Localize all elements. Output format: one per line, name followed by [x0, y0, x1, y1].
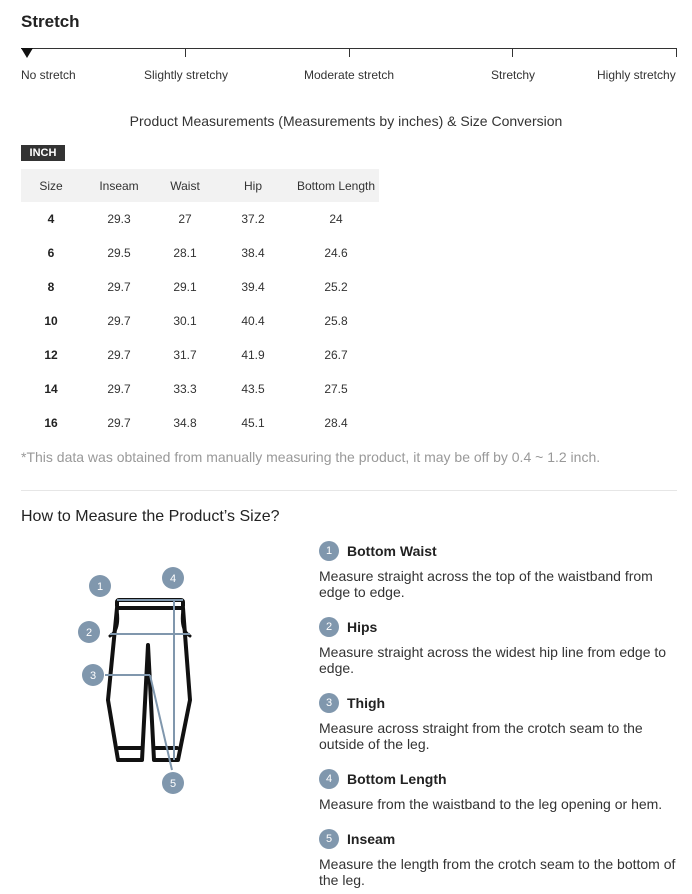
svg-text:3: 3	[89, 670, 97, 682]
table-row	[21, 406, 379, 440]
stretch-tick	[349, 48, 350, 57]
table-row	[21, 236, 379, 270]
stretch-tick	[512, 48, 513, 57]
waist-cell: 29.1	[173, 280, 197, 294]
size-table	[21, 169, 379, 440]
section-divider	[21, 490, 677, 491]
svg-text:5: 5	[169, 778, 177, 790]
waist-cell: 33.3	[173, 382, 197, 396]
size-cell: 8	[47, 280, 55, 294]
marker-4	[162, 567, 184, 589]
waist-cell: 30.1	[173, 314, 197, 328]
marker-2	[78, 621, 100, 643]
measure-item-bottom-waist	[319, 540, 679, 600]
stretch-level-no-stretch: No stretch	[21, 68, 76, 82]
pants-measure-diagram	[70, 560, 210, 800]
bottom-length-cell: 24.6	[324, 246, 348, 260]
measure-item-desc: Measure the length from the crotch seam to the bottom of the leg.	[319, 856, 676, 888]
inseam-cell: 29.5	[107, 246, 131, 260]
how-to-measure-title: How to Measure the Product’s Size?	[21, 508, 280, 525]
stretch-title: Stretch	[21, 12, 80, 31]
measure-item-name: Bottom Waist	[347, 543, 437, 559]
measure-item-name: Inseam	[347, 831, 396, 847]
waist-cell: 27	[178, 212, 192, 226]
table-row	[21, 202, 379, 236]
table-header-row	[21, 169, 379, 202]
bottom-length-cell: 27.5	[324, 382, 348, 396]
hip-cell: 39.4	[241, 280, 265, 294]
column-header-hip: Hip	[213, 169, 293, 202]
measure-item-thigh	[319, 692, 679, 752]
waist-cell: 34.8	[173, 416, 197, 430]
measure-item-name: Thigh	[347, 695, 386, 711]
table-row	[21, 270, 379, 304]
measure-item-desc: Measure straight across the top of the waistband from edge to edge.	[319, 568, 653, 600]
unit-badge: INCH	[21, 145, 65, 161]
size-cell: 16	[44, 416, 58, 430]
table-row	[21, 304, 379, 338]
measure-item-inseam	[319, 828, 679, 888]
bottom-length-cell: 24	[329, 212, 343, 226]
measure-item-name: Hips	[347, 619, 378, 635]
pants-outline-icon	[108, 608, 190, 760]
number-badge-icon: 3	[319, 693, 339, 713]
hip-cell: 41.9	[241, 348, 265, 362]
stretch-tick	[676, 48, 677, 57]
hip-cell: 43.5	[241, 382, 265, 396]
svg-text:1: 1	[96, 581, 104, 593]
size-cell: 4	[47, 212, 55, 226]
stretch-indicator-icon	[21, 48, 33, 58]
measure-item-name: Bottom Length	[347, 771, 447, 787]
inseam-cell: 29.7	[107, 314, 131, 328]
marker-3	[82, 664, 104, 686]
stretch-level-moderate-stretch: Moderate stretch	[304, 68, 395, 82]
table-row	[21, 372, 379, 406]
hip-cell: 38.4	[241, 246, 265, 260]
bottom-length-cell: 28.4	[324, 416, 348, 430]
hip-cell: 37.2	[241, 212, 265, 226]
inseam-cell: 29.7	[107, 382, 131, 396]
number-badge-icon: 5	[319, 829, 339, 849]
marker-5	[162, 772, 184, 794]
hip-cell: 45.1	[241, 416, 265, 430]
stretch-level-stretchy: Stretchy	[491, 68, 536, 82]
bottom-length-cell: 25.8	[324, 314, 348, 328]
number-badge-icon: 4	[319, 769, 339, 789]
measure-item-bottom-length	[319, 768, 679, 812]
measure-item-desc: Measure straight across the widest hip line from edge to edge.	[319, 644, 667, 676]
bottom-length-cell: 26.7	[324, 348, 348, 362]
bottom-length-cell: 25.2	[324, 280, 348, 294]
measure-item-desc: Measure across straight from the crotch seam to the outside of the leg.	[319, 720, 643, 752]
measure-item-desc: Measure from the waistband to the leg opening or hem.	[319, 796, 663, 812]
stretch-level-slightly-stretchy: Slightly stretchy	[144, 68, 229, 82]
column-header-size: Size	[21, 169, 81, 202]
marker-1	[89, 575, 111, 597]
svg-text:4: 4	[169, 573, 177, 585]
measurement-disclaimer: *This data was obtained from manually measuring the product, it may be off by 0.4 ~ 1.2 inch.	[21, 449, 601, 465]
inseam-cell: 29.7	[107, 416, 131, 430]
stretch-level-highly-stretchy: Highly stretchy	[597, 68, 676, 82]
size-cell: 6	[47, 246, 55, 260]
hip-cell: 40.4	[241, 314, 265, 328]
inseam-cell: 29.7	[107, 348, 131, 362]
stretch-tick	[185, 48, 186, 57]
number-badge-icon: 1	[319, 541, 339, 561]
table-row	[21, 338, 379, 372]
size-cell: 14	[44, 382, 58, 396]
number-badge-icon: 2	[319, 617, 339, 637]
measurements-heading: Product Measurements (Measurements by inches) & Size Conversion	[129, 113, 563, 129]
inseam-cell: 29.7	[107, 280, 131, 294]
svg-text:2: 2	[85, 627, 93, 639]
column-header-inseam: Inseam	[81, 169, 157, 202]
waist-cell: 31.7	[173, 348, 197, 362]
size-cell: 10	[44, 314, 58, 328]
column-header-bottom-length: Bottom Length	[293, 169, 379, 202]
size-cell: 12	[44, 348, 58, 362]
inseam-cell: 29.3	[107, 212, 131, 226]
measure-item-hips	[319, 616, 679, 676]
waist-cell: 28.1	[173, 246, 197, 260]
column-header-waist: Waist	[157, 169, 213, 202]
